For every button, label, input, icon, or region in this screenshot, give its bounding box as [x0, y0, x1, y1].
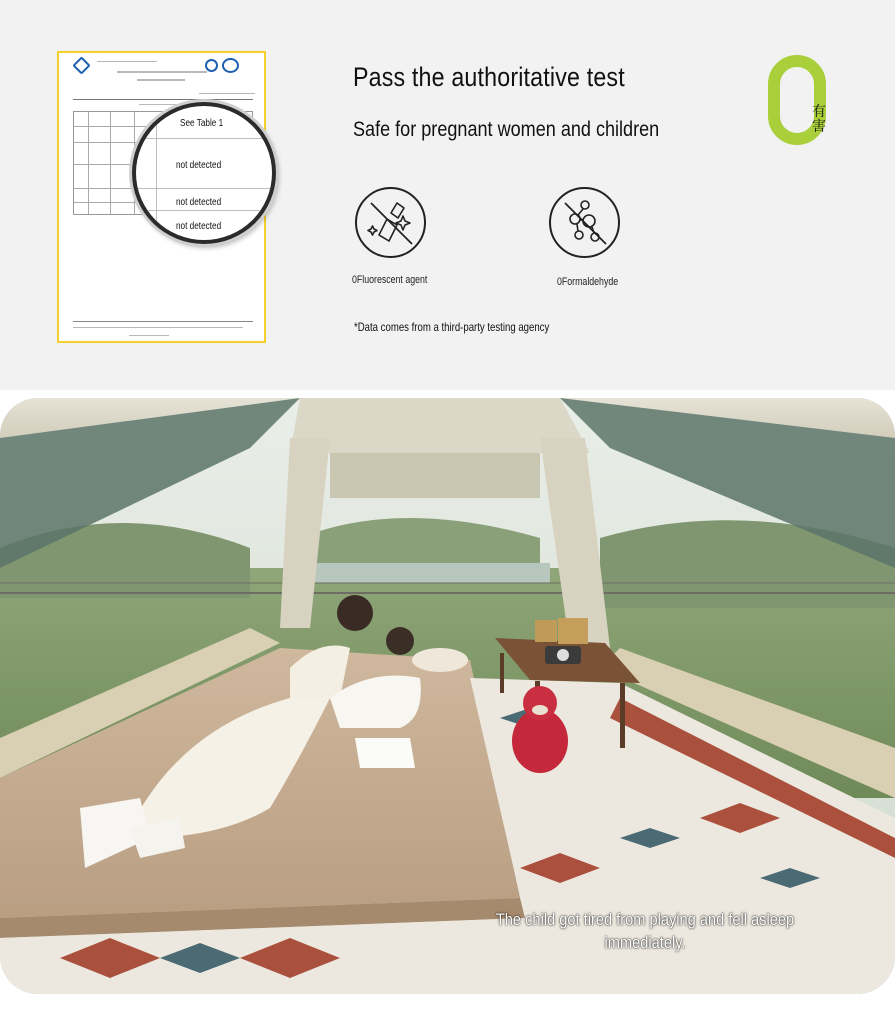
fluorescent-agent-label: 0Fluorescent agent — [352, 274, 428, 286]
formaldehyde-label: 0Formaldehyde — [557, 276, 619, 288]
cma-logo-icon — [205, 59, 218, 72]
subheadline: Safe for pregnant women and children — [353, 118, 660, 141]
formaldehyde-molecule-crossed-icon — [549, 187, 620, 258]
fluorescent-agent-crossed-icon — [355, 187, 426, 258]
tent-interior-photo — [0, 398, 895, 994]
certification-logo-icon — [72, 56, 90, 74]
data-source-note: *Data comes from a third-party testing agency — [354, 320, 550, 334]
see-table-label: See Table 1 — [180, 118, 224, 129]
product-info-section — [0, 0, 895, 390]
magnifier-lens — [132, 102, 276, 244]
not-detected-label: not detected — [176, 221, 222, 232]
photo-caption: The child got tired from playing and fell asleep immediately. — [495, 910, 795, 952]
harmful-characters: 有 害 — [812, 104, 826, 135]
headline: Pass the authoritative test — [353, 62, 625, 92]
not-detected-label: not detected — [176, 160, 222, 171]
cnas-logo-icon — [222, 58, 239, 73]
not-detected-label: not detected — [176, 197, 222, 208]
